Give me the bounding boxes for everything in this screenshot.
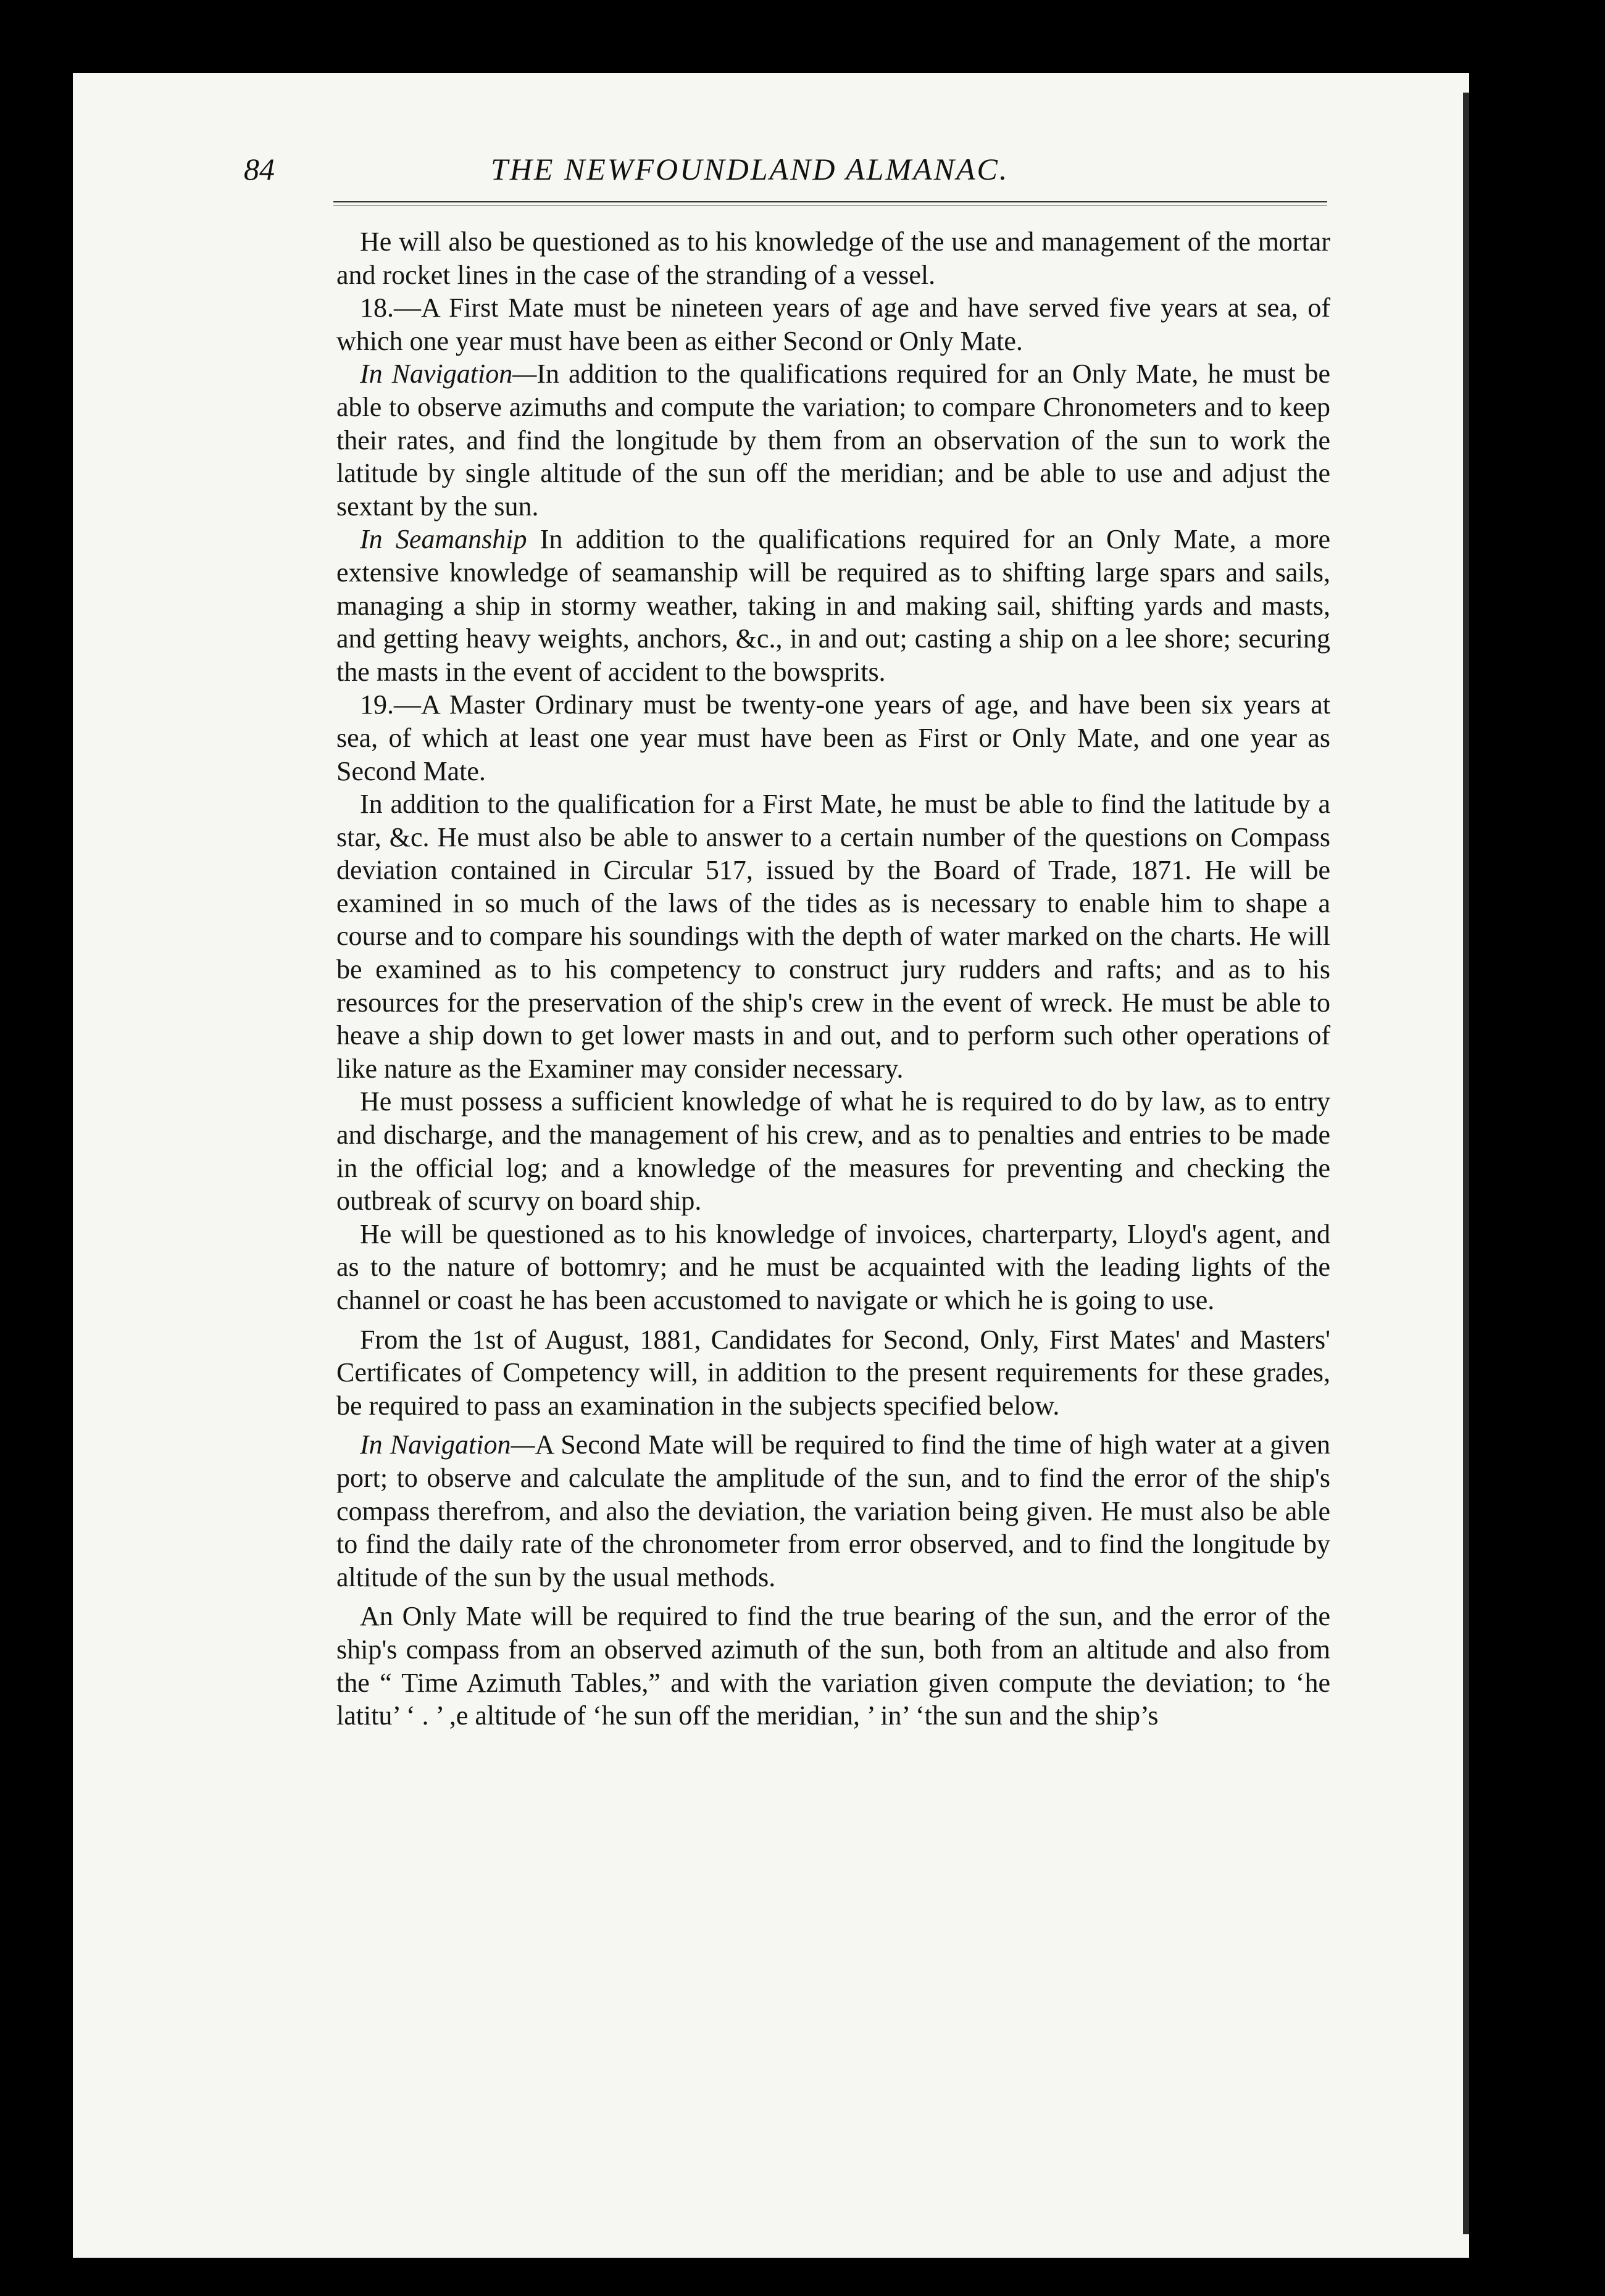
paragraph xyxy=(336,357,1330,523)
paragraph-text: In addition to the qualifications required for an Only Mate, he must be able to observe azimuths and compute the variation; to compare Chronometers and to keep their rates, and find the longitude by them from an observation of the sun to work the latitude by single altitude of the sun off the meridian; and be able to use and adjust the sextant by the sun. xyxy=(336,359,1331,522)
paragraph xyxy=(336,788,1330,1085)
paragraph xyxy=(336,291,1330,357)
paragraph xyxy=(336,1600,1330,1732)
page-edge-shadow xyxy=(1463,93,1469,2234)
paragraph-text: An Only Mate will be required to find the true bearing of the sun, and the error of the ship's compass from an observed azimuth of the sun, both from an altitude and also from the “ Time Azimuth Tables,” and with the variation given compute the deviation; to ‘he latitu’ ‘ . ’ ,e altitude of ‘he sun off the meridian, ’ in’ ‘the sun and the ship’s xyxy=(336,1601,1330,1731)
running-title: THE NEWFOUNDLAND ALMANAC. xyxy=(491,152,1009,186)
paragraph-text: In addition to the qualifications required for an Only Mate, a more extensive knowledge of seamanship will be required as to shifting large spars and sails, managing a ship in stormy weather, taking in and making sail, shifting yards and masts, and getting heavy weights, anchors, &c., in and out; casting a ship on a lee shore; securing the masts in the event of accident to the bowsprits. xyxy=(336,524,1330,687)
paragraph xyxy=(336,523,1330,688)
page-header xyxy=(244,151,1343,194)
paragraph-lead: In Navigation— xyxy=(360,359,537,389)
page-number: 84 xyxy=(244,152,275,186)
paragraph xyxy=(336,688,1330,788)
paragraph xyxy=(336,1323,1330,1423)
header-rule xyxy=(333,201,1327,206)
paragraph-lead: In Seamanship xyxy=(360,524,527,555)
paragraph-text: He will be questioned as to his knowledge of invoices, charterparty, Lloyd's agent, and as to the nature of bottomry; and he must be acquainted with the leading lights of the channel or coast he has been accustomed to navigate or which he is going to use. xyxy=(336,1218,1330,1315)
paragraph-text: A Second Mate will be required to find the time of high water at a given port; to observe and calculate the amplitude of the sun, and to find the error of the ship's compass therefrom, and also the deviation, the variation being given. He must also be able to find the daily rate of the chronometer from error observed, and to find the longitude by altitude of the sun by the usual methods. xyxy=(336,1429,1330,1592)
paragraph xyxy=(336,225,1330,291)
paragraph-text: From the 1st of August, 1881, Candidates for Second, Only, First Mates' and Masters' Certificates of Competency will, in addition to the present requirements for these grades, be required to pass an examination in the subjects specified below. xyxy=(336,1324,1330,1421)
paragraph-text: 18.—A First Mate must be nineteen years of age and have served five years at sea, of which one year must have been as either Second or Only Mate. xyxy=(336,293,1330,356)
paragraph xyxy=(336,1428,1330,1594)
paragraph-text: 19.—A Master Ordinary must be twenty-one years of age, and have been six years at sea, of which at least one year must have been as First or Only Mate, and one year as Second Mate. xyxy=(336,689,1330,786)
body-text xyxy=(336,225,1330,1732)
paragraph xyxy=(336,1085,1330,1217)
paragraph xyxy=(336,1218,1330,1317)
paragraph-lead: In Navigation— xyxy=(360,1429,535,1460)
paragraph-text: He must possess a sufficient knowledge of what he is required to do by law, as to entry and discharge, and the management of his crew, and as to penalties and entries to be made in the official log; and a knowledge of the measures for preventing and checking the outbreak of scurvy on board ship. xyxy=(336,1086,1330,1217)
paragraph-text: In addition to the qualification for a First Mate, he must be able to find the latitude by a star, &c. He must also be able to answer to a certain number of the questions on Compass deviation contained in Circular 517, issued by the Board of Trade, 1871. He will be examined in so much of the laws of the tides as is necessary to enable him to shape a course and to compare his soundings with the depth of water marked on the charts. He will be examined as to his competency to construct jury rudders and rafts; and as to his resources for the preservation of the ship's crew in the event of wreck. He must be able to heave a ship down to get lower masts in and out, and to perform such other operations of like nature as the Examiner may consider necessary. xyxy=(336,789,1330,1084)
paragraph-text: He will also be questioned as to his knowledge of the use and management of the mortar and rocket lines in the case of the stranding of a vessel. xyxy=(336,227,1330,290)
